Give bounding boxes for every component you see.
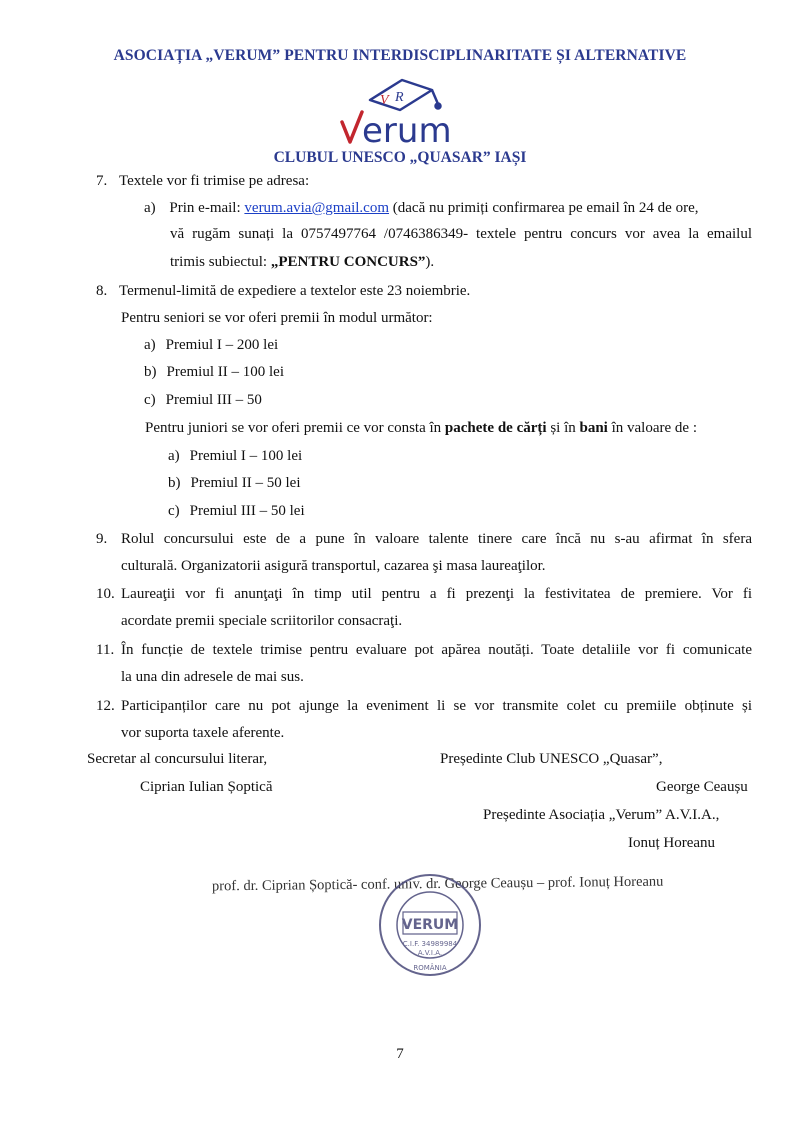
item-number: 8. (96, 283, 108, 299)
email-link[interactable]: verum.avia@gmail.com (244, 200, 390, 216)
junior-prize-1 (168, 447, 302, 465)
secretary-title: Secretar al concursului literar, (87, 751, 268, 767)
item-9-line1: Rolul concursului este de a pune în valoare talente tinere care încă nu s-au afirmat în sfera (121, 531, 752, 547)
senior-prize-2 (144, 363, 284, 381)
prize-text: Premiul II – 100 lei (166, 364, 284, 380)
page-number: 7 (396, 1046, 404, 1062)
svg-text:R: R (395, 90, 404, 105)
item-9-number: 9. (96, 531, 108, 547)
senior-prize-1 (144, 336, 278, 354)
item-7a-line3 (170, 253, 434, 271)
juniors-intro-post: în valoare de : (607, 420, 697, 436)
juniors-intro (145, 419, 697, 437)
item-8 (96, 282, 470, 300)
handwritten-signatures: prof. dr. Ciprian Șoptică- conf. univ. dr. George Ceaușu – prof. Ionuț Horeanu (211, 873, 664, 895)
prize-text: Premiul III – 50 (165, 392, 262, 408)
svg-text:A.V.I.A.: A.V.I.A. (417, 949, 443, 957)
item-7 (96, 172, 309, 190)
item-11-number: 11. (96, 642, 115, 658)
item-letter: b) (144, 364, 157, 380)
verum-logo (340, 74, 465, 148)
club-title: CLUBUL UNESCO „QUASAR” IAȘI (273, 149, 527, 166)
association-president-title: Președinte Asociația „Verum” A.V.I.A., (483, 807, 720, 823)
item-letter: c) (144, 392, 156, 408)
svg-text:erum: erum (362, 111, 452, 148)
item-10-number: 10. (96, 586, 115, 602)
prize-text: Premiul III – 50 lei (189, 503, 305, 519)
item-12-number: 12. (96, 698, 115, 714)
club-president-name: George Ceaușu (656, 779, 748, 795)
association-title: ASOCIAȚIA „VERUM” PENTRU INTERDISCIPLINARITATE ȘI ALTERNATIVE (113, 47, 687, 64)
svg-text:V: V (380, 93, 389, 108)
juniors-intro-mid: și în (546, 420, 580, 436)
email-suffix: (dacă nu primiți confirmarea pe email în 24 de ore, (389, 200, 699, 216)
item-10-line1: Laureaţii vor fi anunţaţi în timp util pentru a fi prezenţi la festivitatea de premiere. Vor fi (121, 586, 752, 602)
item-7a (144, 199, 698, 217)
junior-prize-3 (168, 502, 305, 520)
subject-suffix: ). (425, 254, 435, 270)
seniors-intro: Pentru seniori se vor oferi premii în modul următor: (121, 310, 433, 326)
item-letter: c) (168, 503, 180, 519)
item-10-line2: acordate premii speciale scriitorilor consacraţi. (121, 613, 403, 629)
svg-text:C.I.F. 34989984: C.I.F. 34989984 (402, 940, 458, 948)
juniors-intro-pre: Pentru juniori se vor oferi premii ce vor consta în (145, 420, 445, 436)
subject-prefix: trimis subiectul: (170, 254, 271, 270)
item-text: Termenul-limită de expediere a textelor este 23 noiembrie. (119, 283, 471, 299)
prize-text: Premiul I – 200 lei (165, 337, 279, 353)
item-number: 7. (96, 173, 108, 189)
prize-text: Premiul I – 100 lei (189, 448, 303, 464)
juniors-bold-money: bani (579, 420, 608, 436)
association-stamp (375, 868, 485, 983)
club-president-title: Președinte Club UNESCO „Quasar”, (440, 751, 663, 767)
item-letter: b) (168, 475, 181, 491)
juniors-bold-books: pachete de cărți (444, 420, 547, 436)
item-11-line2: la una din adresele de mai sus. (121, 669, 304, 685)
subject-value: „PENTRU CONCURS” (270, 254, 426, 270)
item-letter: a) (144, 200, 156, 216)
item-12-line2: vor suporta taxele aferente. (121, 725, 285, 741)
senior-prize-3 (144, 391, 262, 409)
item-7a-line2: vă rugăm sunați la 0757497764 /0746386349- textele pentru concurs vor avea la emailul (170, 226, 752, 242)
association-president-name: Ionuț Horeanu (628, 835, 716, 851)
prize-text: Premiul II – 50 lei (190, 475, 301, 491)
item-letter: a) (144, 337, 156, 353)
svg-text:VERUM: VERUM (401, 917, 459, 933)
item-9-line2: culturală. Organizatorii asigură transportul, cazarea şi masa laureaţilor. (121, 558, 546, 574)
item-11-line1: În funcție de textele trimise pentru evaluare pot apărea noutăți. Toate detaliile vor fi comunicate (121, 642, 752, 658)
svg-text:ROMÂNIA: ROMÂNIA (413, 964, 447, 972)
email-prefix: Prin e-mail: (169, 200, 245, 216)
secretary-name: Ciprian Iulian Șoptică (140, 779, 273, 795)
item-text: Textele vor fi trimise pe adresa: (119, 173, 310, 189)
item-12-line1: Participanților care nu pot ajunge la eveniment li se vor transmite colet cu premiile obținute și (121, 698, 752, 714)
junior-prize-2 (168, 474, 300, 492)
item-letter: a) (168, 448, 180, 464)
